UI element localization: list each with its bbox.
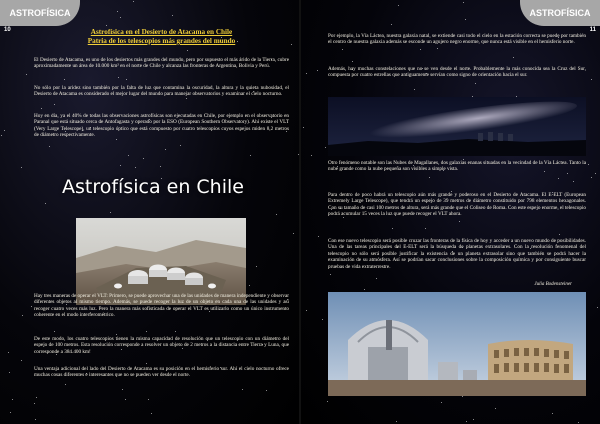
star-dot (293, 233, 294, 234)
page-number-right: 11 (589, 27, 596, 33)
article-overlay-title: Astrofísica en Chile (62, 176, 244, 198)
star-dot (352, 61, 353, 62)
star-dot (64, 79, 65, 80)
paragraph: Una ventaja adicional del lado del Desierto de Atacama es su posición en el hemisferio sur. Ahí el cielo nocturno ofrece muchas cosas diferentes e interesantes que no se pueden ver desde el norte. (34, 366, 289, 379)
section-tab-left: ASTROFÍSICA (0, 0, 80, 26)
star-dot (21, 167, 22, 168)
section-tab-right: ASTROFÍSICA (520, 0, 600, 26)
paragraph: Otro fenómeno notable son las Nubes de Magallanes, dos galaxias enanas situadas en la vecindad de la Vía Láctea. Tanto la nube grande como la nube pequeña son visibles a simple vista. (328, 160, 586, 173)
star-dot (172, 15, 173, 16)
star-dot (391, 24, 392, 25)
star-dot (49, 146, 50, 147)
star-dot (398, 5, 399, 6)
paragraph: Por ejemplo, la Vía Láctea, nuestra galaxia natal, se extiende casi todo el cielo en la estación correcta se puede por también el centro de nuestra galaxia además se esconde un agujero negro enorme, que nunca está visible en el hemisferio norte. (328, 33, 586, 46)
star-dot (126, 79, 127, 80)
article-title-line1: Astrofísica en el Desierto de Atacama en Chile (90, 28, 233, 36)
star-dot (591, 177, 592, 178)
star-dot (175, 331, 176, 332)
star-dot (429, 177, 430, 178)
star-dot (306, 310, 307, 311)
star-dot (9, 372, 10, 373)
star-dot (595, 173, 596, 174)
star-dot (465, 19, 466, 20)
star-dot (256, 266, 257, 267)
article-subtitle: Patria de los telescopios más grandes del mundo (87, 37, 236, 45)
vlt-observatory-photo (76, 218, 246, 305)
star-dot (425, 228, 426, 229)
star-dot (120, 165, 121, 166)
star-dot (318, 236, 319, 237)
star-dot (116, 139, 117, 140)
star-dot (125, 399, 126, 400)
star-dot (151, 413, 152, 414)
star-dot (1, 135, 2, 136)
star-dot (578, 422, 579, 423)
star-dot (12, 399, 13, 400)
star-dot (146, 331, 147, 332)
star-dot (376, 278, 377, 279)
right-page (301, 0, 600, 424)
star-dot (552, 413, 553, 414)
star-dot (133, 1, 134, 2)
star-dot (473, 419, 474, 420)
page-number-left: 10 (4, 27, 11, 33)
star-dot (54, 104, 55, 105)
star-dot (128, 155, 129, 156)
star-dot (311, 155, 312, 156)
star-dot (146, 363, 147, 364)
star-dot (117, 11, 118, 12)
star-dot (291, 44, 292, 45)
star-dot (303, 127, 304, 128)
star-dot (4, 130, 5, 131)
star-dot (106, 25, 107, 26)
star-dot (160, 166, 161, 167)
star-dot (165, 149, 166, 150)
paragraph: Además, hay muchas constelaciones que no se ven desde el norte. Probablemente la más conocida sea la Cruz del Sur, compuesta por cuatro estrellas que antiguamente servían como signo de orientación hacia el sur. (328, 66, 586, 79)
star-dot (8, 352, 9, 353)
star-dot (396, 421, 397, 422)
star-dot (143, 158, 144, 159)
star-dot (242, 389, 243, 390)
star-dot (135, 167, 136, 168)
star-dot (463, 2, 464, 3)
star-dot (317, 70, 318, 71)
star-dot (322, 319, 323, 320)
star-dot (475, 83, 476, 84)
star-dot (54, 331, 55, 332)
star-dot (249, 285, 250, 286)
star-dot (187, 50, 188, 51)
star-dot (342, 49, 343, 50)
star-dot (31, 306, 32, 307)
paragraph: Hoy en día, ya el 40% de todas las observaciones astrofísicas son ejecutadas en Chile, por ejemplo en el observatorio en Paranal que está situado cerca de Antofagasta y operado por la ESO (European Southern Observatory). Ahí existe el VLT (Very Large Telescope), un telescopio óptico que está compuesto por cuatro telescopios cuyos espejos miden 8,2 metros de diámetro respectivamente. (34, 113, 289, 139)
article-title (34, 28, 289, 46)
star-dot (110, 212, 111, 213)
author-credit: Julia Bodensteiner (534, 282, 572, 287)
star-dot (34, 403, 35, 404)
left-page (0, 0, 299, 424)
star-dot (21, 360, 22, 361)
star-dot (330, 274, 331, 275)
star-dot (266, 390, 267, 391)
star-dot (588, 164, 589, 165)
paragraph: Hay tres maneras de operar el VLT: Primero, se puede aprovechar una de las unidades de manera independiente y observar diferentes objetos al mismo tiempo. Además, se puede recoger la luz de un objeto en cada una de las unidades y así recoger cuatro veces más luz. Pero la manera más sofisticada de operar el VLT es utilizarlo como un único instrumento coherente en el modo interferométrico. (34, 293, 289, 319)
paragraph: No sólo por la aridez sino también por la falta de luz que contamina la oscuridad, la altura y la quieta nubosidad, el Desierto de Atacama es considerado el mejor lugar del mundo para manejar observatorios y examinar el cielo nocturno. (34, 85, 289, 98)
paragraph: De este modo, los cuatro telescopios tienen la misma capacidad de resolución que un telescopio con un diámetro del espejo de 100 metros. Esta resolución corresponde a resolver un objeto de 2 metros a la distancia entre Tierra y Luna, que corresponde a 384.400 km! (34, 336, 289, 355)
star-dot (120, 17, 121, 18)
star-dot (36, 397, 37, 398)
star-dot (462, 396, 463, 397)
star-dot (186, 98, 187, 99)
star-dot (148, 399, 149, 400)
star-dot (180, 145, 181, 146)
star-dot (437, 48, 438, 49)
star-dot (10, 412, 11, 413)
milky-way-photo (328, 97, 586, 156)
eelt-comparison-photo (328, 292, 586, 396)
star-dot (392, 228, 393, 229)
star-dot (22, 315, 23, 316)
star-dot (559, 234, 560, 235)
star-dot (65, 384, 66, 385)
star-dot (459, 221, 460, 222)
star-dot (414, 89, 415, 90)
star-dot (558, 178, 559, 179)
star-dot (513, 57, 514, 58)
star-dot (591, 79, 592, 80)
star-dot (364, 289, 365, 290)
star-dot (573, 181, 574, 182)
star-dot (325, 147, 326, 148)
paragraph: Para dentro de poco habrá un telescopio aún más grande y poderoso en el Desierto de Atacama. El E-ELT (European Extremely Large Telescope), que tendrá un espejo de 39 metros de diámetro constituido por 798 elementos hexagonales. Con su tamaño de casi 100 metros de altura, será más grande que el Coliseo de Roma. Con este espejo enorme, el telescopio podrá acumular 15 veces la luz que puede recoger el VLT ahora. (328, 192, 587, 218)
star-dot (118, 77, 119, 78)
star-dot (276, 214, 277, 215)
star-dot (41, 108, 42, 109)
paragraph: Con ese nuevo telescopio será posible cruzar las fronteras de la física de hoy y acceder a un nuevo mundo de posibilidades. Una de las tareas principales del E-ELT será la búsqueda de planetas extrasolares. Con la resolución fenomenal del telescopio no sólo será posible justificar la existencia de un planeta extrasolar sino que también se podrá hacer la examinación de su atmósfera. Así se podrían sacar conclusiones sobre la composición química y por consiguiente buscar pruebas de vida extraterrestre. (328, 238, 586, 270)
star-dot (122, 389, 123, 390)
paragraph: El Desierto de Atacama, es uno de los desiertos más grandes del mundo, pero por supuesto el más árido de la Tierra, cubre aproximadamente un área de 10.000 km² en el norte de Chile y alcanza las fronteras de Argentina, Bolivia y Perú. (34, 57, 289, 70)
star-dot (420, 49, 421, 50)
star-dot (567, 173, 568, 174)
star-dot (250, 155, 251, 156)
star-dot (327, 401, 328, 402)
star-dot (597, 307, 598, 308)
star-dot (495, 408, 496, 409)
star-dot (26, 74, 27, 75)
star-dot (45, 203, 46, 204)
star-dot (35, 419, 36, 420)
star-dot (306, 73, 307, 74)
star-dot (441, 402, 442, 403)
star-dot (466, 421, 467, 422)
